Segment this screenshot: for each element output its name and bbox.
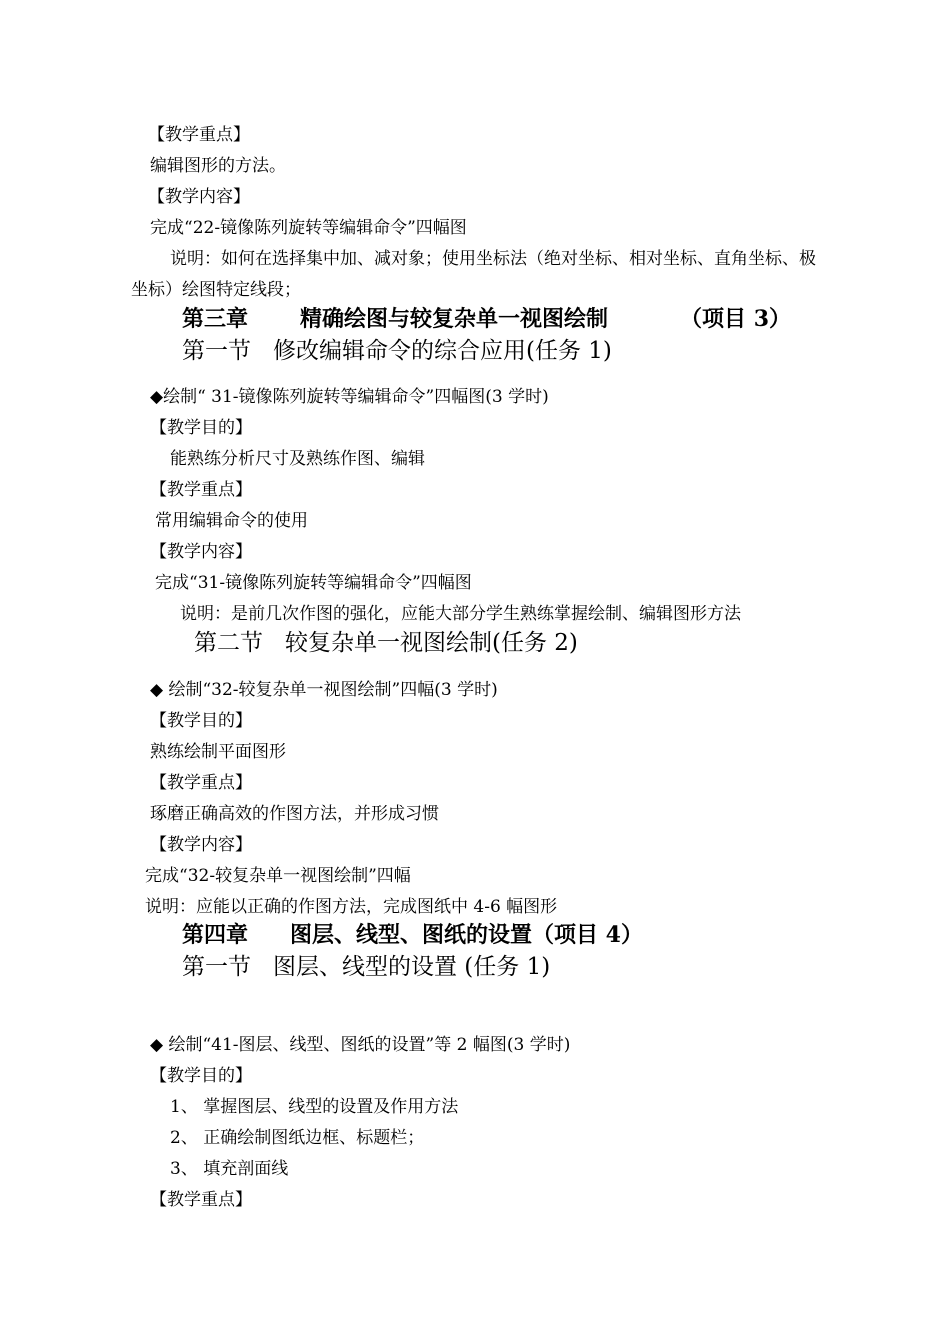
text-line: 琢磨正确高效的作图方法，并形成习惯 [150, 804, 439, 824]
text-line: 熟练绘制平面图形 [150, 742, 286, 762]
text-line: 说明：是前几次作图的强化，应能大部分学生熟练掌握绘制、编辑图形方法 [180, 604, 741, 624]
section-number: 第二节 [194, 630, 263, 656]
list-item: 3、 填充剖面线 [170, 1159, 289, 1179]
chapter-project: （项目 3） [680, 306, 791, 332]
text-line: 完成“22-镜像陈列旋转等编辑命令”四幅图 [150, 218, 467, 238]
section-title: 修改编辑命令的综合应用(任务 1) [273, 338, 612, 364]
heading-key-points: 【教学重点】 [150, 1190, 252, 1210]
text-line: 说明：如何在选择集中加、减对象；使用坐标法（绝对坐标、相对坐标、直角坐标、极 [170, 249, 816, 269]
chapter-number: 第三章 [182, 306, 249, 332]
task-line: ◆绘制“ 31-镜像陈列旋转等编辑命令”四幅图(3 学时) [150, 387, 549, 407]
heading-objectives: 【教学目的】 [150, 711, 252, 731]
section-title: 较复杂单一视图绘制(任务 2) [285, 630, 578, 656]
section-heading [194, 628, 578, 658]
list-item: 2、 正确绘制图纸边框、标题栏； [170, 1128, 425, 1148]
text-line: 完成“31-镜像陈列旋转等编辑命令”四幅图 [155, 573, 472, 593]
text-line: 坐标）绘图特定线段； [131, 280, 301, 300]
heading-content: 【教学内容】 [150, 835, 252, 855]
task-line: ◆ 绘制“41-图层、线型、图纸的设置”等 2 幅图(3 学时) [150, 1035, 571, 1055]
chapter-title: 精确绘图与较复杂单一视图绘制 [300, 306, 609, 332]
chapter-number: 第四章 [182, 922, 249, 948]
text-line: 说明：应能以正确的作图方法，完成图纸中 4-6 幅图形 [145, 897, 558, 917]
chapter-title: 图层、线型、图纸的设置（项目 4） [290, 922, 643, 948]
text-line: 能熟练分析尺寸及熟练作图、编辑 [170, 449, 425, 469]
section-number: 第一节 [182, 954, 251, 980]
text-line: 完成“32-较复杂单一视图绘制”四幅 [145, 866, 411, 886]
section-title: 图层、线型的设置 (任务 1) [273, 954, 551, 980]
task-line: ◆ 绘制“32-较复杂单一视图绘制”四幅(3 学时) [150, 680, 498, 700]
section-heading [182, 952, 550, 982]
text-line: 编辑图形的方法。 [150, 156, 286, 176]
heading-content: 【教学内容】 [148, 187, 250, 207]
heading-key-points: 【教学重点】 [150, 480, 252, 500]
chapter-4-heading [182, 921, 643, 949]
list-item: 1、 掌握图层、线型的设置及作用方法 [170, 1097, 459, 1117]
heading-key-points: 【教学重点】 [148, 125, 250, 145]
section-heading [182, 336, 612, 366]
chapter-3-heading [182, 305, 791, 333]
heading-objectives: 【教学目的】 [150, 1066, 252, 1086]
text-line: 常用编辑命令的使用 [155, 511, 308, 531]
heading-key-points: 【教学重点】 [150, 773, 252, 793]
heading-objectives: 【教学目的】 [150, 418, 252, 438]
section-number: 第一节 [182, 338, 251, 364]
heading-content: 【教学内容】 [150, 542, 252, 562]
